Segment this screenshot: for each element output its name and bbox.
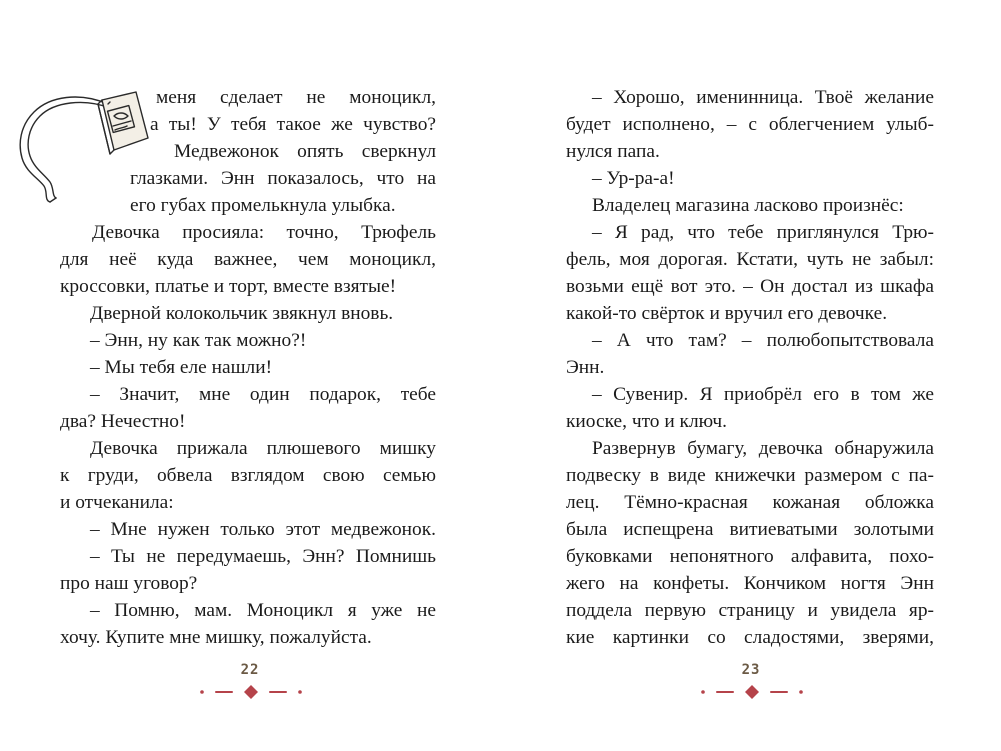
text-line: Энн. (566, 357, 605, 378)
text-line: – Сувенир. Я приобрёл его в том же (592, 384, 934, 405)
text-line: киоске, что и ключ. (566, 411, 728, 432)
text-line: – Мне нужен только этот медвежонок. (90, 519, 436, 540)
text-line: была испещрена витиеватыми золотыми (566, 519, 934, 540)
text-line: Девочка просияла: точно, Трюфель (92, 222, 436, 243)
ornament-divider-icon (697, 683, 807, 701)
text-line: какой-то свёрток и вручил его девочке. (566, 303, 888, 324)
left-page-text (60, 84, 436, 651)
text-line: кие картинки со сладостями, зверями, (566, 627, 934, 648)
text-line: кроссовки, платье и торт, вместе взятые! (60, 276, 397, 297)
text-line: для неё куда важнее, чем моноцикл, (60, 249, 436, 270)
text-line: – Ты не передумаешь, Энн? Помнишь (90, 546, 436, 567)
text-line: меня сделает не моноцикл, (156, 87, 436, 108)
text-line: два? Нечестно! (60, 411, 186, 432)
text-line: хочу. Купите мне мишку, пожалуйста. (60, 627, 372, 648)
text-line: глазками. Энн показалось, что на (130, 168, 436, 189)
text-line: – Значит, мне один подарок, тебе (90, 384, 436, 405)
text-line: подвеску в виде книжечки размером с па- (566, 465, 934, 486)
text-line: – Мы тебя еле нашли! (90, 357, 273, 378)
page-number: 22 (240, 662, 260, 678)
text-line: и отчеканила: (60, 492, 174, 513)
text-line: – А что там? – полюбопытствовала (592, 330, 934, 351)
text-line: жего на конфеты. Кончиком ногтя Энн (566, 573, 934, 594)
text-line: нулся папа. (566, 141, 660, 162)
text-line: Девочка прижала плюшевого мишку (90, 438, 436, 459)
page-number: 23 (741, 662, 761, 678)
text-line: Владелец магазина ласково произнёс: (592, 195, 904, 216)
text-line: поддела первую страницу и увидела яр- (566, 600, 934, 621)
text-line: – Ур-ра-а! (592, 168, 675, 189)
text-line: Развернув бумагу, девочка обнаружила (592, 438, 934, 459)
text-line: фель, моя дорогая. Кстати, чуть не забыл: (566, 249, 934, 270)
text-line: лец. Тёмно-красная кожаная обложка (566, 492, 934, 513)
text-line: его губах промелькнула улыбка. (130, 195, 396, 216)
right-page (500, 0, 1001, 751)
text-line: будет исполнено, – с облегчением улыб- (566, 114, 934, 135)
text-line: возьми ещё вот это. – Он достал из шкафа (566, 276, 934, 297)
text-line: – Помню, мам. Моноцикл я уже не (90, 600, 436, 621)
text-line: про наш уговор? (60, 573, 198, 594)
text-line: Дверной колокольчик звякнул вновь. (90, 303, 394, 324)
text-line: а ты! У тебя такое же чувство? (150, 114, 436, 135)
right-page-text (566, 84, 934, 651)
text-line: – Энн, ну как так можно?! (90, 330, 307, 351)
text-line: – Хорошо, именинница. Твоё желание (592, 87, 934, 108)
ornament-divider-icon (196, 683, 306, 701)
text-line: Медвежонок опять сверкнул (174, 141, 436, 162)
left-page (0, 0, 500, 751)
text-line: – Я рад, что тебе приглянулся Трю- (592, 222, 934, 243)
text-line: к груди, обвела взглядом свою семью (60, 465, 436, 486)
text-line: буковками непонятного алфавита, похо- (566, 546, 934, 567)
